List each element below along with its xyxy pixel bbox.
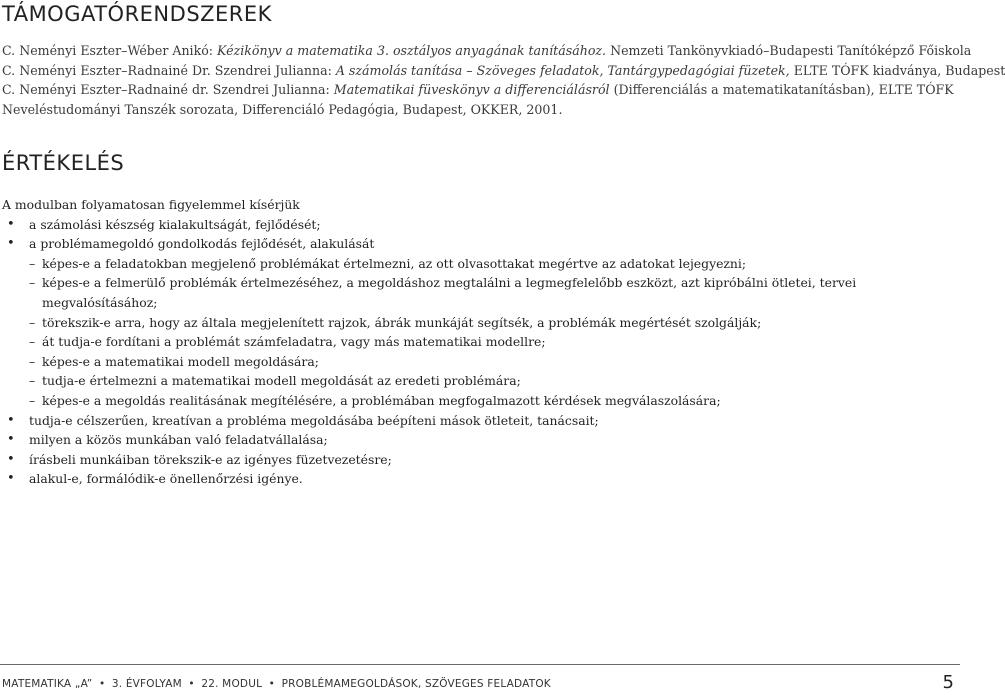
list-item: • írásbeli munkáiban törekszik-e az igényes füzetvezetésre; [2,450,958,470]
evaluation-list [2,215,958,489]
footer-subject: MATEMATIKA „A” [2,678,96,690]
references-list [2,41,1005,119]
evaluation-section [2,195,958,489]
list-item: • a problémamegoldó gondolkodás fejlődését, alakulását [2,234,958,254]
sub-list-item: – át tudja-e fordítani a problémát számfeladatra, vagy más matematikai modellre; [2,332,958,352]
reference-authors: C. Neményi Eszter–Radnainé dr. Szendrei Julianna: [2,82,334,97]
section-heading-tamogatorendszerek: TÁMOGATÓRENDSZEREK [2,2,272,26]
reference-item [2,61,1005,81]
reference-publisher: (Differenciálás a matematikatanításban), ELTE TÓFK Neveléstudományi Tanszék sorozata, Differenciáló Pedagógia, Budapest, OKKER, 2001. [2,82,954,117]
sub-list-item: – képes-e a feladatokban megjelenő problémákat értelmezni, az ott olvasottakat megértve az adatokat lejegyezni; [2,254,958,274]
reference-title: A számolás tanítása – Szöveges feladatok, Tantárgypedagógiai füzetek, [335,62,790,78]
reference-item [2,80,958,119]
sub-list-item: – képes-e a matematikai modell megoldására; [2,352,958,372]
page-number: 5 [942,672,954,693]
footer-running-title [2,678,551,690]
list-item: • tudja-e célszerűen, kreatívan a probléma megoldásába beépíteni mások ötleteit, tanácsait; [2,411,958,431]
reference-authors: C. Neményi Eszter–Radnainé Dr. Szendrei Julianna: [2,62,336,78]
reference-item [2,41,972,61]
footer-separator: • [268,678,276,690]
sub-list-item: – törekszik-e arra, hogy az általa megjelenített rajzok, ábrák munkáját segítsék, a problémák megértését szolgálják; [2,313,958,333]
reference-title: Matematikai füveskönyv a differenciálásról [333,82,610,97]
reference-title: Kézikönyv a matematika 3. osztályos anyagának tanításához. [217,43,607,58]
footer-separator: • [98,678,106,690]
footer-grade: 3. ÉVFOLYAM [108,678,186,690]
sub-list-item: – képes-e a megoldás realitásának megítélésére, a problémában megfogalmazott kérdések megválaszolására; [2,391,958,411]
reference-authors: C. Neményi Eszter–Wéber Anikó: [2,43,218,58]
footer-module: 22. MODUL [197,678,266,690]
sub-list-item: – képes-e a felmerülő problémák értelmezéséhez, a megoldáshoz megtalálni a legmegfelelőbb eszközt, azt kipróbálni ötletei, tervei megvalósításához; [2,273,958,312]
list-item: • milyen a közös munkában való feladatvállalása; [2,430,958,450]
reference-publisher: ELTE TÓFK kiadványa, Budapest [789,62,1005,78]
footer-divider [0,664,960,665]
evaluation-intro: A modulban folyamatosan figyelemmel kísérjük [2,197,300,212]
footer-separator: • [188,678,195,690]
footer-topic: PROBLÉMAMEGOLDÁSOK, SZÖVEGES FELADATOK [278,678,551,690]
sub-list-item: – tudja-e értelmezni a matematikai modell megoldását az eredeti problémára; [2,371,958,391]
list-item: • alakul-e, formálódik-e önellenőrzési igénye. [2,469,958,489]
reference-publisher: Nemzeti Tankönyvkiadó–Budapesti Tanítóképző Főiskola [606,43,972,58]
section-heading-ertekeles: ÉRTÉKELÉS [2,151,125,175]
list-item: • a számolási készség kialakultságát, fejlődését; [2,215,958,235]
